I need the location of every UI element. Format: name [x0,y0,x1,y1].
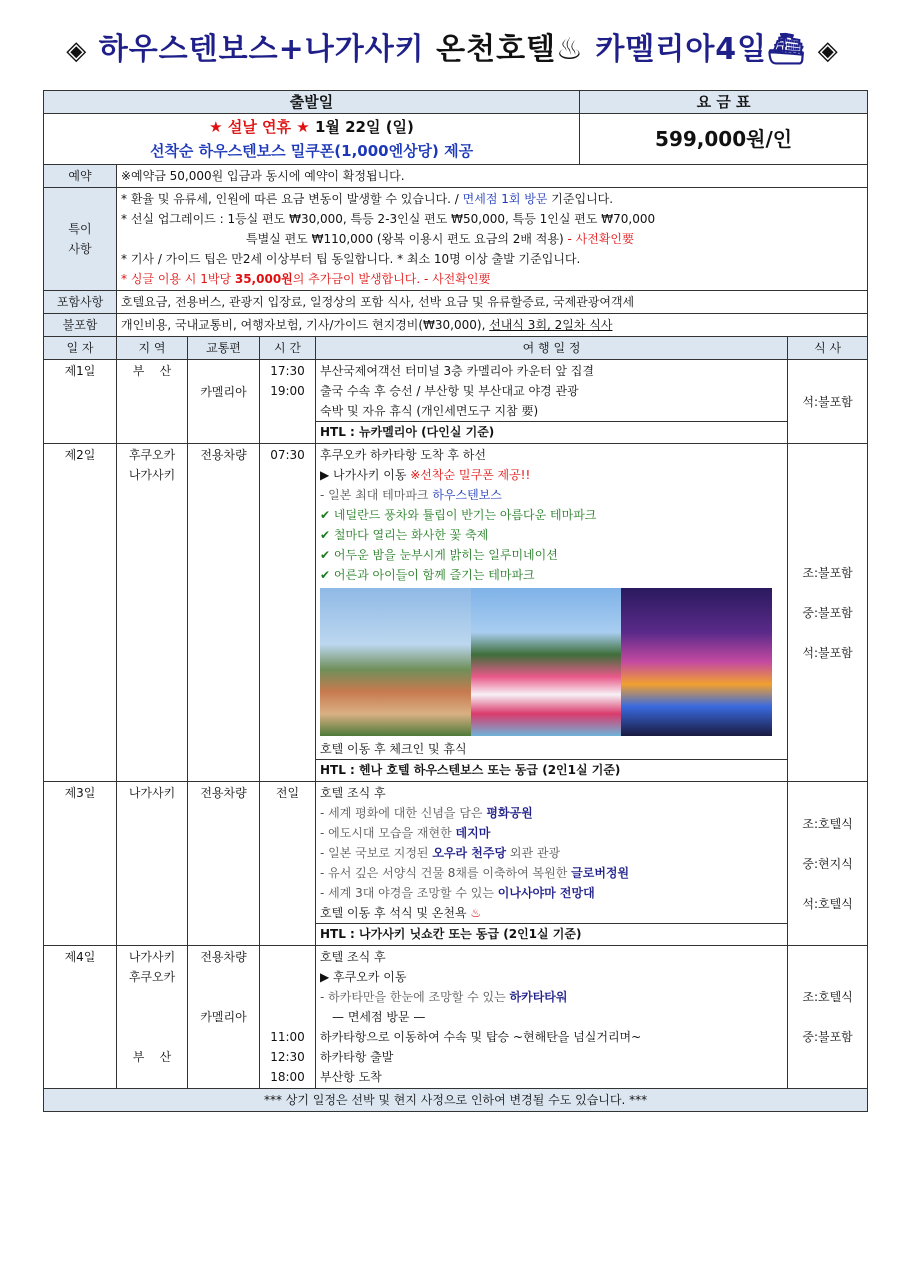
title-destination: 하우스텐보스+나가사키 [98,32,425,67]
day4-itinerary: 호텔 조식 후 ▶ 후쿠오카 이동 - 하카타만을 한눈에 조망할 수 있는 하카타타워 — 면세점 방문 — 하카타항으로 이동하여 수속 및 탑승 ~현해탄을 넘실거리며~ 하카타항 출발 부산항 도착 [316,946,788,1089]
diamond-icon: ◈ [817,36,839,66]
huis-ten-bosch-photos [320,588,772,736]
included-row [44,291,868,314]
note-cabin-upgrade: * 선실 업그레이드 : 1등실 편도 ₩30,000, 특등 2-3인실 편도 ₩50,000, 특등 1인실 편도 ₩70,000 [121,212,656,226]
special-notes-label: 특이 사항 [44,188,117,291]
departure-header: 출발일 [44,91,580,114]
included-label: 포함사항 [44,291,117,314]
day1-label: 제1일 [44,360,117,444]
day2-hotel: HTL : 헨나 호텔 하우스텐보스 또는 동급 (2인1실 기준) [316,759,787,780]
reservation-row [44,165,868,188]
page-title [0,24,905,68]
day3-transport: 전용차량 [188,782,260,946]
day4-times: 11:00 12:30 18:00 [260,946,316,1089]
day2-itinerary: 후쿠오카 하카타항 도착 후 하선 ▶ 나가사키 이동 ※선착순 밀쿠폰 제공!! - 일본 최대 테마파크 하우스텐보스 ✔ 네덜란드 풍차와 튤립이 반기는 아름다운 테마파크 ✔ 철마다 열리는 화사한 꽃 축제 ✔ 어두운 밤을 눈부시게 밝히는 일루미네이션 ✔ 어른과 아이들이 함께 즐기는 테마파크 호텔 이동 후 체크인 및 휴식 HTL : 헨나 호텔 하우스텐보스 또는 동급 (2인1실 기준) [316,444,788,782]
title-hotel: 온천호텔♨ [436,32,584,67]
included-text: 호텔요금, 전용버스, 관광지 입장료, 일정상의 포함 식사, 선박 요금 및 유류할증료, 국제관광여객세 [117,291,868,314]
day1-itinerary: 부산국제여객선 터미널 3층 카멜리아 카운터 앞 집결 출국 수속 후 승선 / 부산항 및 부산대교 야경 관광 숙박 및 자유 휴식 (개인세면도구 지참 要) HTL : 뉴카멜리아 (다인실 기준) [316,360,788,444]
check-icon: ✔ [320,528,331,542]
price-header: 요 금 표 [580,91,868,114]
price-value: 599,000원/인 [580,114,868,165]
col-itinerary: 여 행 일 정 [316,337,788,360]
day3-meals: 조:호텔식 중:현지식 석:호텔식 [788,782,868,946]
column-header-row [44,337,868,360]
promo-text: 선착순 하우스텐보스 밀쿠폰(1,000엔상당) 제공 [149,142,474,160]
excluded-text: 개인비용, 국내교통비, 여행자보험, 기사/가이드 현지경비(₩30,000), 선내식 3회, 2일차 식사 [117,314,868,337]
itinerary-table [43,90,868,1112]
star-icon: ★ [296,118,310,136]
day3-time: 전일 [260,782,316,946]
day4-label: 제4일 [44,946,117,1089]
special-notes-row [44,188,868,291]
day2-meals: 조:불포함 중:불포함 석:불포함 [788,444,868,782]
day1-row [44,360,868,444]
day3-label: 제3일 [44,782,117,946]
star-icon: ★ [209,118,223,136]
check-icon: ✔ [320,508,331,522]
day2-label: 제2일 [44,444,117,782]
day1-times: 17:30 19:00 [260,360,316,444]
check-icon: ✔ [320,548,331,562]
note-special-room: 특별실 편도 ₩110,000 (왕복 이용시 편도 요금의 2배 적용) - 사전확인要 [246,232,634,246]
excluded-row [44,314,868,337]
check-icon: ✔ [320,568,331,582]
day1-region: 부 산 [117,360,188,444]
departure-date: 1월 22일 (일) [314,118,414,136]
flower-garden-photo [471,588,622,736]
diamond-icon: ◈ [66,36,88,66]
col-transport: 교통편 [188,337,260,360]
note-single: * 싱글 이용 시 1박당 35,000원의 추가금이 발생합니다. - 사전확인要 [121,272,491,286]
day1-transport: 카멜리아 [188,360,260,444]
day1-hotel: HTL : 뉴카멜리아 (다인실 기준) [316,421,787,442]
col-region: 지 역 [117,337,188,360]
day3-region: 나가사키 [117,782,188,946]
day3-itinerary: 호텔 조식 후 - 세계 평화에 대한 신념을 담은 평화공원 - 에도시대 모습을 재현한 데지마 - 일본 국보로 지정된 오우라 천주당 외관 관광 - 유서 깊은 서양식 건물 8채를 이축하여 복원한 글로버정원 - 세계 3대 야경을 조망할 수 있는 이나사야마 전망대 호텔 이동 후 석식 및 온천욕 ♨ HTL : 나가사키 닛쇼칸 또는 동급 (2인1실 기준) [316,782,788,946]
holiday-name: 설날 연휴 [227,118,292,136]
day2-region: 후쿠오카 나가사키 [117,444,188,782]
note-tip: * 기사 / 가이드 팁은 만2세 이상부터 팁 동일합니다. * 최소 10명 이상 출발 기준입니다. [121,252,581,266]
col-day: 일 자 [44,337,117,360]
departure-row [44,114,868,165]
col-meals: 식 사 [788,337,868,360]
note-exchange: * 환율 및 유류세, 인원에 따른 요금 변동이 발생할 수 있습니다. / 면세점 1회 방문 기준입니다. [121,192,614,206]
footer-note: *** 상기 일정은 선박 및 현지 사정으로 인하여 변경될 수도 있습니다. *** [44,1089,868,1112]
day2-row [44,444,868,782]
header-row [44,91,868,114]
day4-meals: 조:호텔식 중:불포함 [788,946,868,1089]
day2-transport: 전용차량 [188,444,260,782]
windmill-photo [320,588,471,736]
reservation-text: ※예약금 50,000원 입금과 동시에 예약이 확정됩니다. [117,165,868,188]
day4-transport: 전용차량 카멜리아 [188,946,260,1089]
day3-row [44,782,868,946]
day4-region: 나가사키 후쿠오카 부 산 [117,946,188,1089]
hot-spring-icon: ♨ [470,906,482,920]
col-time: 시 간 [260,337,316,360]
day1-meals: 석:불포함 [788,360,868,444]
reservation-label: 예약 [44,165,117,188]
footer-row [44,1089,868,1112]
day3-hotel: HTL : 나가사키 닛쇼칸 또는 동급 (2인1실 기준) [316,923,787,944]
day2-time: 07:30 [260,444,316,782]
title-duration: 카멜리아4일⛴ [595,32,807,67]
illumination-photo [621,588,772,736]
departure-info [44,114,580,165]
excluded-label: 불포함 [44,314,117,337]
special-notes-text [117,188,868,291]
day4-row [44,946,868,1089]
